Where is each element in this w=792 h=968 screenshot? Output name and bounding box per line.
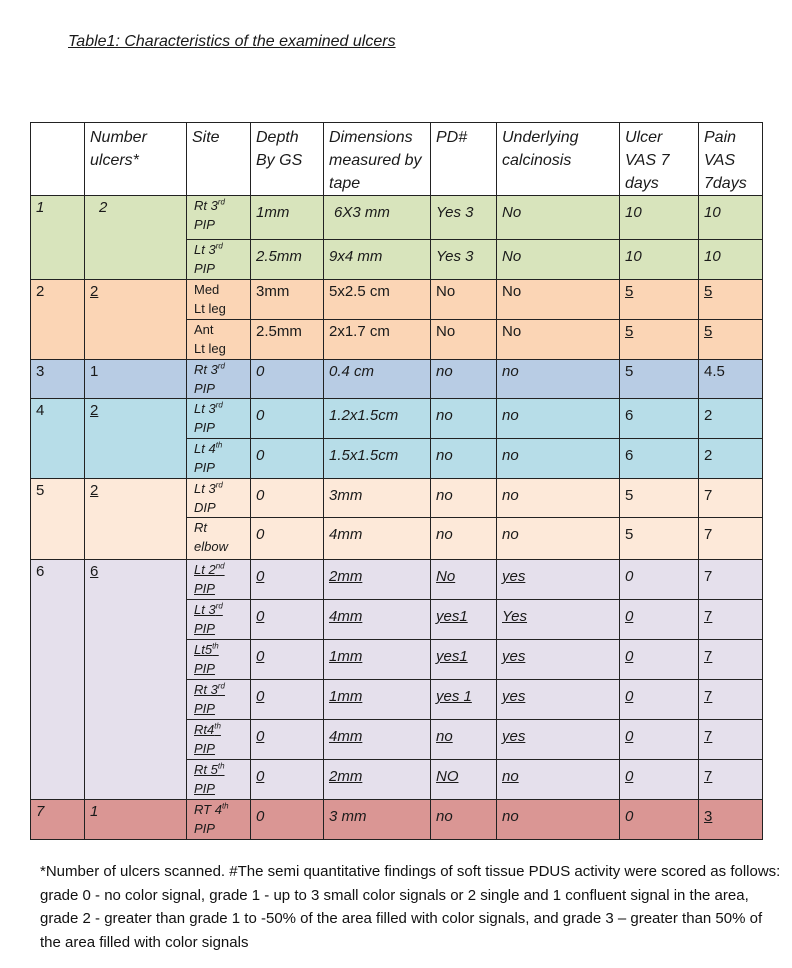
calcinosis-cell: yes: [497, 560, 620, 600]
pain-vas-cell: 7: [699, 680, 763, 720]
pain-vas-cell: 5: [699, 320, 763, 360]
ulcer-site: Rt 5th PIP: [187, 760, 251, 800]
table-row: [31, 399, 763, 439]
calcinosis-cell: no: [497, 479, 620, 518]
patient-number: 1: [31, 196, 85, 280]
depth-cell: 0: [251, 640, 324, 680]
dimensions-cell: 4mm: [324, 518, 431, 560]
pain-vas-cell: 3: [699, 800, 763, 840]
pain-vas-cell: 7: [699, 760, 763, 800]
calcinosis-cell: no: [497, 760, 620, 800]
ulcer-site: Lt 4th PIP: [187, 439, 251, 479]
calcinosis-cell: yes: [497, 640, 620, 680]
ulcer-vas-cell: 5: [620, 320, 699, 360]
header-pd: PD#: [431, 123, 497, 196]
ulcer-vas-cell: 0: [620, 720, 699, 760]
dimensions-cell: 2mm: [324, 760, 431, 800]
pd-cell: yes 1: [431, 680, 497, 720]
calcinosis-cell: No: [497, 280, 620, 320]
ulcer-vas-cell: 10: [620, 196, 699, 240]
dimensions-cell: 6X3 mm: [324, 196, 431, 240]
ulcer-vas-cell: 5: [620, 360, 699, 399]
depth-cell: 0: [251, 600, 324, 640]
dimensions-cell: 3 mm: [324, 800, 431, 840]
pd-cell: NO: [431, 760, 497, 800]
ulcer-site: Rt 3rd PIP: [187, 360, 251, 399]
ulcer-count: 1: [85, 800, 187, 840]
depth-cell: 0: [251, 720, 324, 760]
pain-vas-cell: 7: [699, 560, 763, 600]
ulcer-count: 2: [85, 196, 187, 280]
table-row: [31, 196, 763, 240]
ulcer-vas-cell: 6: [620, 439, 699, 479]
ulcer-vas-cell: 5: [620, 479, 699, 518]
pain-vas-cell: 2: [699, 399, 763, 439]
ulcer-vas-cell: 5: [620, 518, 699, 560]
header-dimensions: Dimensions measured by tape: [324, 123, 431, 196]
pain-vas-cell: 10: [699, 196, 763, 240]
depth-cell: 1mm: [251, 196, 324, 240]
header-number-ulcers: Number ulcers*: [85, 123, 187, 196]
calcinosis-cell: yes: [497, 680, 620, 720]
pd-cell: No: [431, 320, 497, 360]
pain-vas-cell: 5: [699, 280, 763, 320]
pd-cell: no: [431, 518, 497, 560]
ulcer-vas-cell: 6: [620, 399, 699, 439]
pd-cell: yes1: [431, 600, 497, 640]
patient-number: 2: [31, 280, 85, 360]
table-row: [31, 560, 763, 600]
depth-cell: 0: [251, 399, 324, 439]
depth-cell: 0: [251, 760, 324, 800]
ulcer-site: Med Lt leg: [187, 280, 251, 320]
ulcer-characteristics-table: [30, 122, 763, 840]
ulcer-vas-cell: 0: [620, 800, 699, 840]
header-row: [31, 123, 763, 196]
ulcer-site: Lt 3rd DIP: [187, 479, 251, 518]
ulcer-site: Lt 3rd PIP: [187, 600, 251, 640]
calcinosis-cell: yes: [497, 720, 620, 760]
calcinosis-cell: No: [497, 240, 620, 280]
pd-cell: no: [431, 399, 497, 439]
depth-cell: 0: [251, 560, 324, 600]
calcinosis-cell: no: [497, 518, 620, 560]
ulcer-site: RT 4th PIP: [187, 800, 251, 840]
dimensions-cell: 4mm: [324, 720, 431, 760]
dimensions-cell: 9x4 mm: [324, 240, 431, 280]
table-row: [31, 360, 763, 399]
dimensions-cell: 2x1.7 cm: [324, 320, 431, 360]
calcinosis-cell: No: [497, 320, 620, 360]
ulcer-count: 2: [85, 399, 187, 479]
depth-cell: 0: [251, 439, 324, 479]
ulcer-site: Ant Lt leg: [187, 320, 251, 360]
pd-cell: Yes 3: [431, 240, 497, 280]
ulcer-count: 6: [85, 560, 187, 800]
dimensions-cell: 0.4 cm: [324, 360, 431, 399]
dimensions-cell: 1mm: [324, 640, 431, 680]
dimensions-cell: 4mm: [324, 600, 431, 640]
header-num: [31, 123, 85, 196]
table-title: Table1: Characteristics of the examined ulcers: [68, 33, 396, 50]
ulcer-site: Lt 2nd PIP: [187, 560, 251, 600]
patient-number: 7: [31, 800, 85, 840]
dimensions-cell: 1.5x1.5cm: [324, 439, 431, 479]
pain-vas-cell: 4.5: [699, 360, 763, 399]
patient-number: 5: [31, 479, 85, 560]
table-row: [31, 479, 763, 518]
pain-vas-cell: 7: [699, 518, 763, 560]
pd-cell: no: [431, 360, 497, 399]
calcinosis-cell: no: [497, 360, 620, 399]
calcinosis-cell: no: [497, 439, 620, 479]
pain-vas-cell: 10: [699, 240, 763, 280]
calcinosis-cell: Yes: [497, 600, 620, 640]
pd-cell: No: [431, 560, 497, 600]
table-row: [31, 280, 763, 320]
ulcer-vas-cell: 0: [620, 640, 699, 680]
pain-vas-cell: 7: [699, 479, 763, 518]
depth-cell: 0: [251, 518, 324, 560]
depth-cell: 2.5mm: [251, 320, 324, 360]
ulcer-site: Lt 3rd PIP: [187, 240, 251, 280]
header-site: Site: [187, 123, 251, 196]
table-footnote: *Number of ulcers scanned. #The semi quantitative findings of soft tissue PDUS activity were scored as follows: grade 0 - no color signal, grade 1 - up to 3 small color signals or 2 single and 1 confluent signal in the area, grade 2 - greater than grade 1 to -50% of the area filled with color signals, and grade 3 – greater than 50% of the area filled with color signals: [40, 863, 781, 951]
ulcer-vas-cell: 0: [620, 680, 699, 720]
header-ulcer-vas: Ulcer VAS 7 days: [620, 123, 699, 196]
ulcer-vas-cell: 0: [620, 560, 699, 600]
ulcer-vas-cell: 10: [620, 240, 699, 280]
header-pain-vas: Pain VAS 7days: [699, 123, 763, 196]
pd-cell: no: [431, 720, 497, 760]
ulcer-site: Rt4th PIP: [187, 720, 251, 760]
pd-cell: yes1: [431, 640, 497, 680]
header-depth: Depth By GS: [251, 123, 324, 196]
ulcer-site: Lt5th PIP: [187, 640, 251, 680]
ulcer-site: Rt elbow: [187, 518, 251, 560]
patient-number: 4: [31, 399, 85, 479]
ulcer-count: 2: [85, 479, 187, 560]
pain-vas-cell: 7: [699, 720, 763, 760]
depth-cell: 0: [251, 479, 324, 518]
dimensions-cell: 2mm: [324, 560, 431, 600]
pd-cell: No: [431, 280, 497, 320]
pd-cell: no: [431, 439, 497, 479]
ulcer-vas-cell: 5: [620, 280, 699, 320]
pain-vas-cell: 2: [699, 439, 763, 479]
calcinosis-cell: no: [497, 800, 620, 840]
dimensions-cell: 1mm: [324, 680, 431, 720]
ulcer-site: Rt 3rd PIP: [187, 196, 251, 240]
patient-number: 3: [31, 360, 85, 399]
table-row: [31, 800, 763, 840]
dimensions-cell: 3mm: [324, 479, 431, 518]
depth-cell: 3mm: [251, 280, 324, 320]
calcinosis-cell: No: [497, 196, 620, 240]
ulcer-count: 1: [85, 360, 187, 399]
dimensions-cell: 5x2.5 cm: [324, 280, 431, 320]
depth-cell: 0: [251, 800, 324, 840]
pd-cell: Yes 3: [431, 196, 497, 240]
ulcer-vas-cell: 0: [620, 600, 699, 640]
ulcer-vas-cell: 0: [620, 760, 699, 800]
dimensions-cell: 1.2x1.5cm: [324, 399, 431, 439]
depth-cell: 2.5mm: [251, 240, 324, 280]
patient-number: 6: [31, 560, 85, 800]
ulcer-count: 2: [85, 280, 187, 360]
pd-cell: no: [431, 479, 497, 518]
calcinosis-cell: no: [497, 399, 620, 439]
ulcer-site: Lt 3rd PIP: [187, 399, 251, 439]
header-calcinosis: Underlying calcinosis: [497, 123, 620, 196]
pain-vas-cell: 7: [699, 600, 763, 640]
pain-vas-cell: 7: [699, 640, 763, 680]
depth-cell: 0: [251, 360, 324, 399]
depth-cell: 0: [251, 680, 324, 720]
pd-cell: no: [431, 800, 497, 840]
ulcer-site: Rt 3rd PIP: [187, 680, 251, 720]
